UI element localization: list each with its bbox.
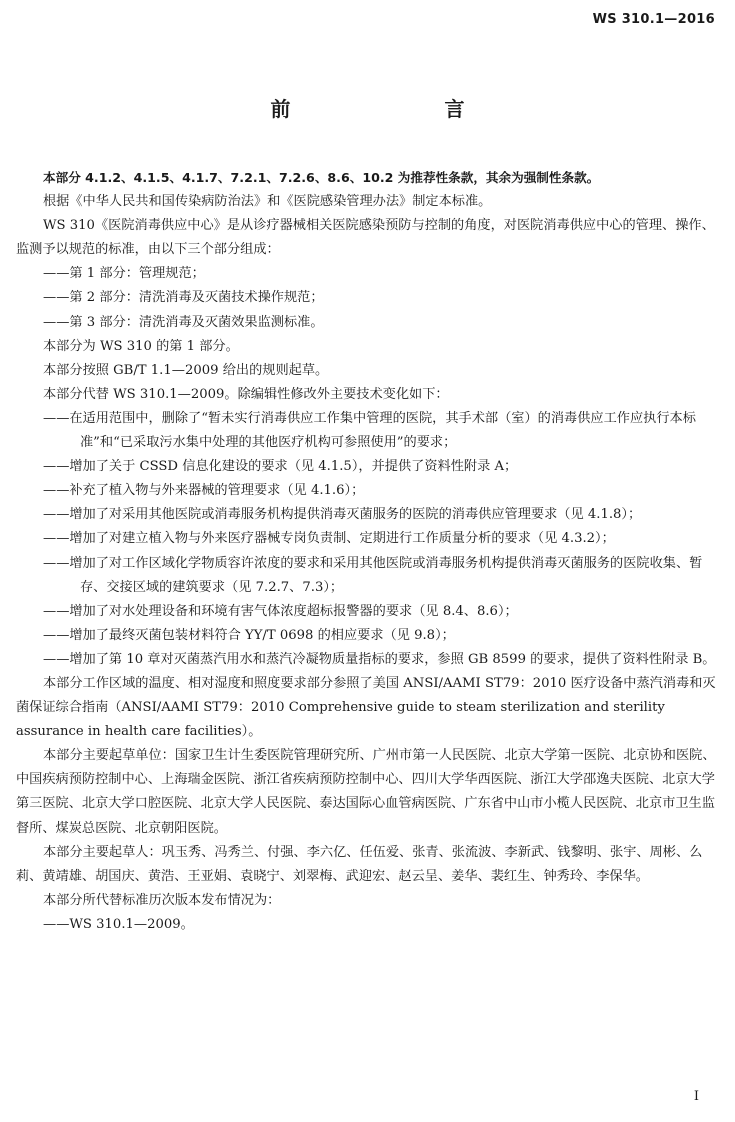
change-list-item: ——增加了第 10 章对灭菌蒸汽用水和蒸汽冷凝物质量指标的要求，参照 GB 8599 的要求，提供了资料性附录 B。: [43, 651, 716, 667]
history-list-item: ——WS 310.1—2009。: [43, 916, 194, 932]
part-paragraph: 本部分为 WS 310 的第 1 部分。: [43, 338, 239, 354]
history-paragraph: 本部分所代替标准历次版本发布情况为：: [43, 892, 281, 908]
replacement-paragraph: 本部分代替 WS 310.1—2009。除编辑性修改外主要技术变化如下：: [43, 386, 449, 402]
change-list-item: ——增加了最终灭菌包装材料符合 YY/T 0698 的相应要求（见 9.8）；: [43, 627, 455, 643]
standard-code: WS 310.1—2016: [592, 12, 715, 27]
clause-statement: 本部分 4.1.2、4.1.5、4.1.7、7.2.1、7.2.6、8.6、10.2 为推荐性条款，其余为强制性条款。: [43, 170, 600, 185]
part-list-item: ——第 2 部分：清洗消毒及灭菌技术操作规范；: [43, 290, 324, 306]
page-title: 前 言: [270, 97, 503, 121]
basis-paragraph: 根据《中华人民共和国传染病防治法》和《医院感染管理办法》制定本标准。: [43, 194, 492, 210]
part-list-item: ——第 3 部分：清洗消毒及灭菌效果监测标准。: [43, 314, 324, 330]
drafters-paragraph: 本部分主要起草人：巩玉秀、冯秀兰、付强、李六亿、任伍爱、张青、张流波、李新武、钱黎明、张宇、周彬、么莉、黄靖雄、胡国庆、黄浩、王亚娟、袁晓宁、刘翠梅、武迎宏、赵云呈、姜华、裴红生、钟秀玲、李保华。: [16, 844, 703, 884]
structure-paragraph: WS 310《医院消毒供应中心》是从诊疗器械相关医院感染预防与控制的角度，对医院消毒供应中心的管理、操作、监测予以规范的标准，由以下三个部分组成：: [16, 218, 715, 258]
change-list-item: ——增加了对水处理设备和环境有害气体浓度超标报警器的要求（见 8.4、8.6）；: [43, 603, 518, 619]
part-list-item: ——第 1 部分：管理规范；: [43, 266, 205, 282]
change-list-item: ——增加了对工作区域化学物质容许浓度的要求和采用其他医院或消毒服务机构提供消毒灭菌服务的医院收集、暂存、交接区域的建筑要求（见 7.2.7、7.3）；: [43, 555, 703, 595]
change-list-item: ——增加了对建立植入物与外来医疗器械专岗负责制、定期进行工作质量分析的要求（见 4.3.2）；: [43, 531, 615, 547]
change-list-item: ——补充了植入物与外来器械的管理要求（见 4.1.6）；: [43, 483, 365, 499]
drafting-units-paragraph: 本部分主要起草单位：国家卫生计生委医院管理研究所、广州市第一人民医院、北京大学第一医院、北京协和医院、中国疾病预防控制中心、上海瑞金医院、浙江省疾病预防控制中心、四川大学华西医院、浙江大学邵逸夫医院、北京大学第三医院、北京大学口腔医院、北京大学人民医院、泰达国际心血管病医院、广东省中山市小榄人民医院、北京市卫生监督所、煤炭总医院、北京朝阳医院。: [16, 748, 716, 836]
change-list-item: ——增加了对采用其他医院或消毒服务机构提供消毒灭菌服务的医院的消毒供应管理要求（见 4.1.8）；: [43, 507, 642, 523]
drafting-rule-paragraph: 本部分按照 GB/T 1.1—2009 给出的规则起草。: [43, 362, 329, 378]
change-list-item: ——增加了关于 CSSD 信息化建设的要求（见 4.1.5），并提供了资料性附录 A；: [43, 459, 518, 475]
change-list-item: ——在适用范围中，删除了“暂未实行消毒供应工作集中管理的医院，其手术部（室）的消毒供应工作应执行本标准”和“已采取污水集中处理的其他医疗机构可参照使用”的要求；: [43, 410, 696, 451]
reference-paragraph: 本部分工作区域的温度、相对湿度和照度要求部分参照了美国 ANSI/AAMI ST79：2010 医疗设备中蒸汽消毒和灭菌保证综合指南（ANSI/AAMI ST79：2010 Comprehensive guide to steam sterilization and sterility assurance in health care facilities）。: [16, 675, 716, 740]
foreword-body: [16, 166, 719, 937]
page-number: I: [693, 1089, 699, 1104]
